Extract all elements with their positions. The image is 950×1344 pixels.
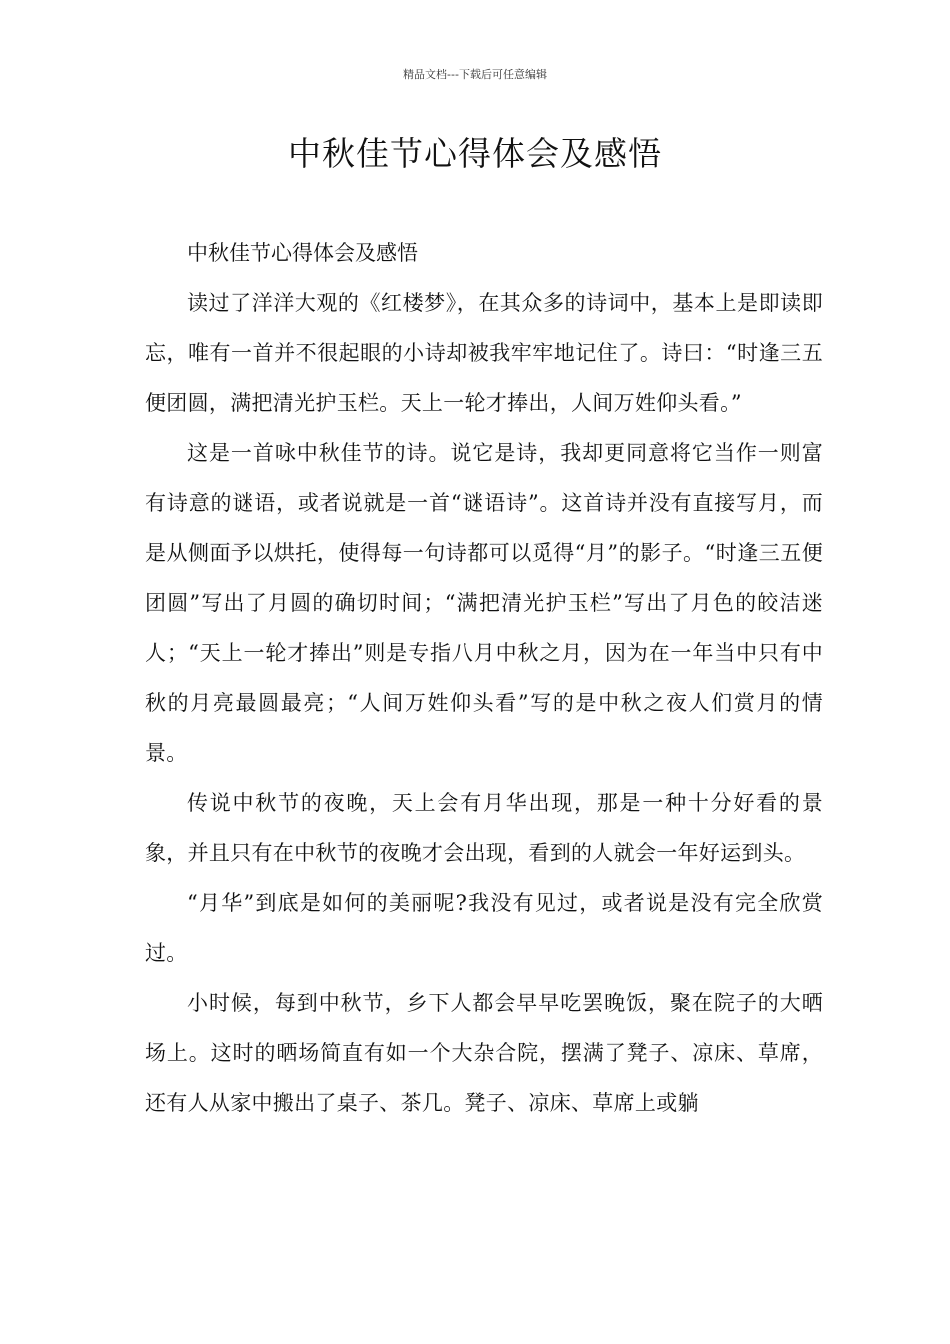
document-title: 中秋佳节心得体会及感悟 [288, 134, 662, 173]
paragraph-3: 传说中秋节的夜晚，天上会有月华出现，那是一种十分好看的景象，并且只有在中秋节的夜晚才会出现，看到的人就会一年好运到头。 [145, 791, 823, 865]
document-body [145, 228, 823, 1128]
paragraph-5: 小时候，每到中秋节，乡下人都会早早吃罢晚饭，聚在院子的大晒场上。这时的晒场简直有如一个大杂合院，摆满了凳子、凉床、草席，还有人从家中搬出了桌子、茶几。凳子、凉床、草席上或躺 [145, 991, 823, 1115]
paragraph-4: “月华”到底是如何的美丽呢?我没有见过，或者说是没有完全欣赏过。 [145, 891, 823, 965]
page-header-watermark: 精品文档---下载后可任意编辑 [403, 68, 547, 81]
paragraph-subtitle: 中秋佳节心得体会及感悟 [187, 241, 418, 265]
paragraph-2: 这是一首咏中秋佳节的诗。说它是诗，我却更同意将它当作一则富有诗意的谜语，或者说就是一首“谜语诗”。这首诗并没有直接写月，而是从侧面予以烘托，使得每一句诗都可以觅得“月”的影子。“时逢三五便团圆”写出了月圆的确切时间；“满把清光护玉栏”写出了月色的皎洁迷人；“天上一轮才捧出”则是专指八月中秋之月，因为在一年当中只有中秋的月亮最圆最亮；“人间万姓仰头看”写的是中秋之夜人们赏月的情景。 [145, 441, 823, 765]
paragraph-1: 读过了洋洋大观的《红楼梦》，在其众多的诗词中，基本上是即读即忘，唯有一首并不很起眼的小诗却被我牢牢地记住了。诗曰：“时逢三五便团圆，满把清光护玉栏。天上一轮才捧出，人间万姓仰头看。” [145, 291, 823, 415]
